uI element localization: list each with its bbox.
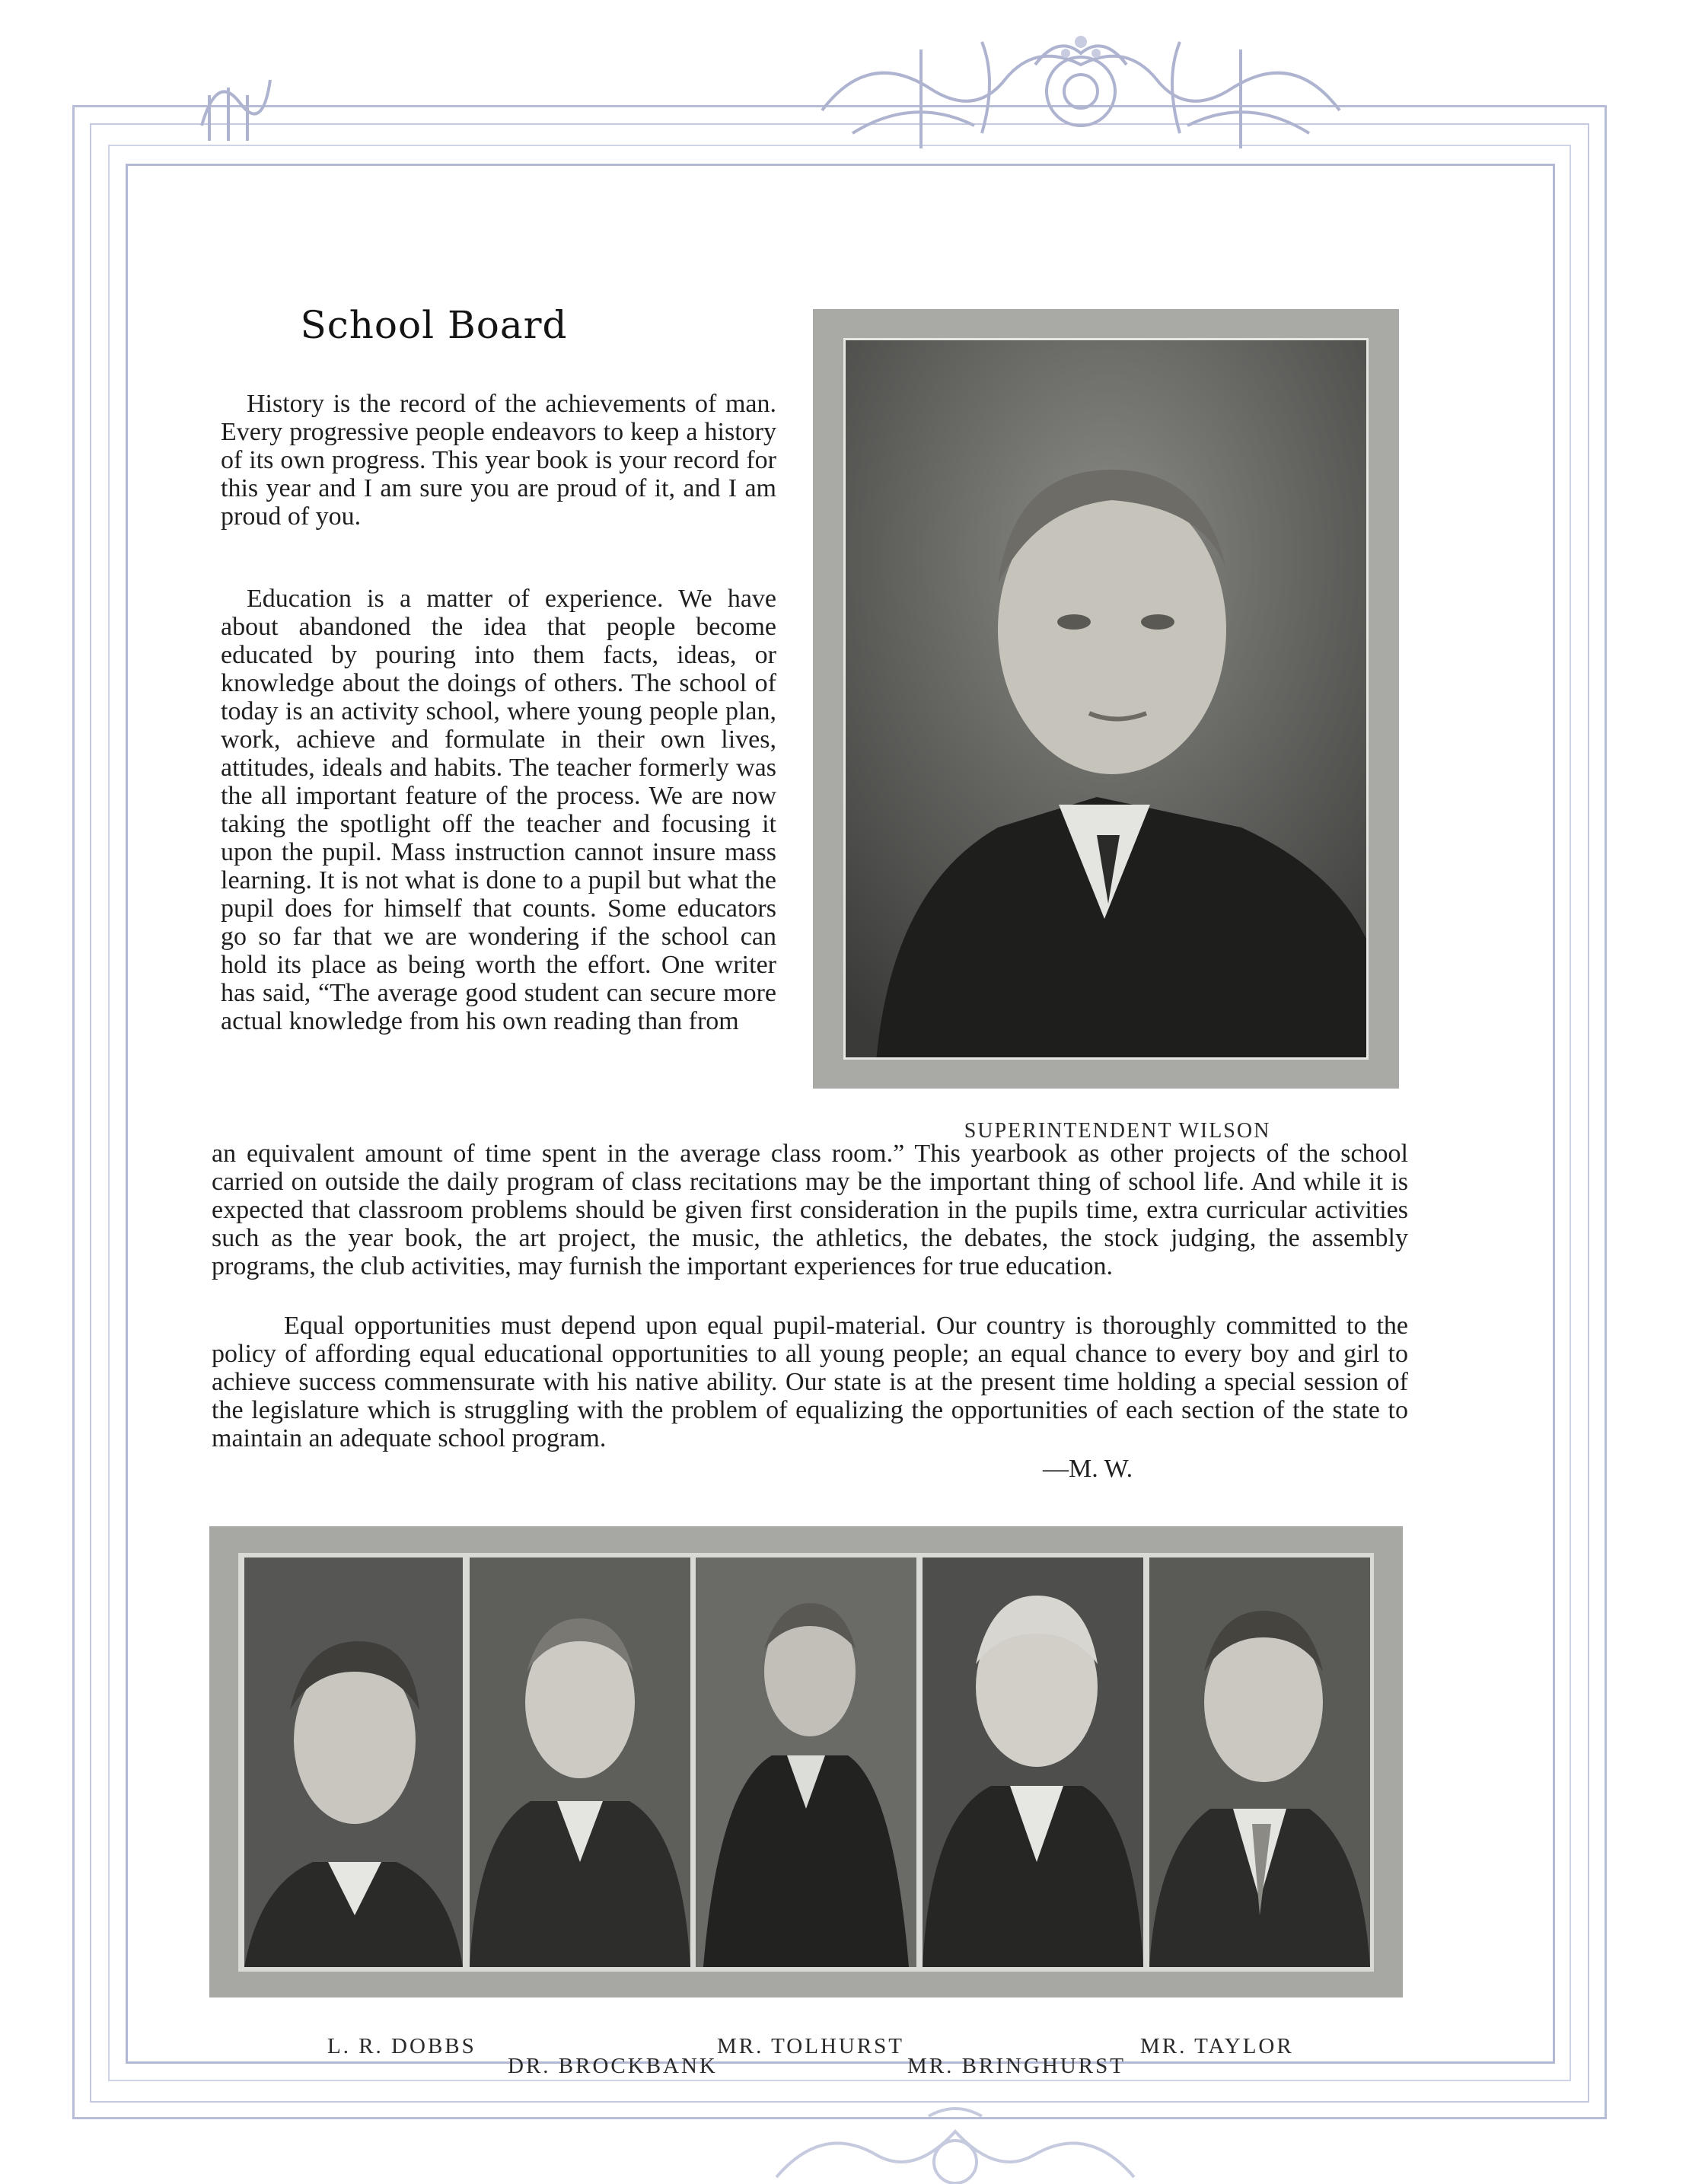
bottom-ornament-icon [761,2101,1149,2184]
board-photo-bringhurst [923,1557,1143,1967]
board-photo-taylor [1149,1557,1370,1967]
portrait-superintendent-wilson [843,338,1369,1060]
board-name-bringhurst: MR. BRINGHURST [907,2054,1126,2078]
board-name-brockbank: DR. BROCKBANK [508,2054,718,2078]
portrait-figure [846,340,1369,1060]
signature: —M. W. [1043,1455,1133,1483]
page-title: School Board [300,303,568,347]
board-photo-brockbank [470,1557,690,1967]
paragraph-education: Education is a matter of experience. We have about abandoned the idea that people become educated by pouring into them facts, ideas, or knowledge about the doings of others. The school of today is an activity school, where young people plan, work, achieve and formulate in their own lives, attitudes, ideals and habits. The teacher formerly was the all important feature of the process. We are now taking the spotlight off the teacher and focusing it upon the pupil. Mass instruction cannot insure mass learning. It is not what is done to a pupil but what the pupil does for himself that counts. Some educators go so far that we are wondering if the school can hold its place as being worth the effort. One writer has said, “The average good student can secure more actual knowledge from his own reading than from [221,585,776,1035]
left-ornament-icon [194,65,278,148]
paragraph-history: History is the record of the achievements of man. Every progressive people endeavors to keep a history of its own progress. This year book is your record for this year and I am sure you are proud of it, and I am proud of you. [221,390,776,531]
board-photo-dobbs [244,1557,463,1967]
board-name-dobbs: L. R. DOBBS [327,2034,476,2058]
paragraph-equal-opportunities: Equal opportunities must depend upon equal pupil-material. Our country is thoroughly committed to the policy of affording equal educational opportunities to all young people; an equal chance to every boy and girl to achieve success commensurate with his native ability. Our state is at the present time holding a special session of the legislature which is struggling with the problem of equalizing the opportunities of each section of the state to maintain an adequate school program. [212,1312,1408,1452]
top-ornament-icon [807,19,1355,164]
board-name-tolhurst: MR. TOLHURST [717,2034,905,2058]
board-photo-tolhurst [696,1557,916,1967]
board-name-taylor: MR. TAYLOR [1140,2034,1294,2058]
paragraph-yearbook: an equivalent amount of time spent in the average class room.” This yearbook as other projects of the school carried on outside the daily program of class recitations may be the important thing of school life. And while it is expected that classroom problems should be given first consideration in the pupils time, extra curricular activities such as the year book, the art project, the music, the athletics, the debates, the stock judging, the assembly programs, the club activities, may furnish the important experiences for true education. [212,1140,1408,1280]
portrait-caption: SUPERINTENDENT WILSON [964,1119,1271,1143]
